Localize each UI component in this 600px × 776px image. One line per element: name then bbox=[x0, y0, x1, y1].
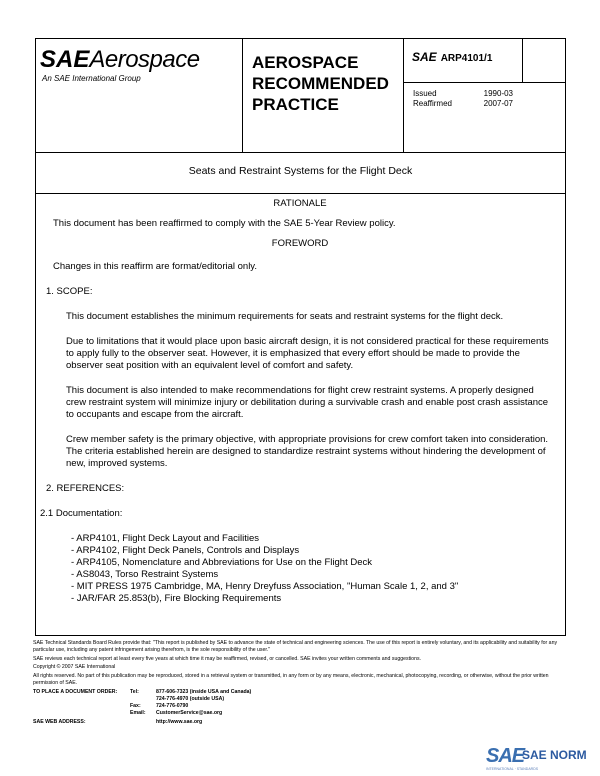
scope-heading: 1. SCOPE: bbox=[46, 286, 93, 297]
foreword-heading: FOREWORD bbox=[271, 238, 329, 249]
copyright-text: Copyright © 2007 SAE International bbox=[33, 664, 116, 670]
header-column-divider bbox=[522, 38, 523, 82]
tel2-value: 724-776-4970 (outside USA) bbox=[156, 695, 225, 702]
rationale-text: This document has been reaffirmed to comply with the SAE 5-Year Review policy. bbox=[53, 218, 396, 229]
title-divider bbox=[35, 193, 566, 194]
scope-paragraph: This document establishes the minimum requirements for seats and restraint systems for the flight deck. bbox=[66, 311, 504, 322]
reference-item: - ARP4101, Flight Deck Layout and Facilities bbox=[71, 533, 259, 544]
reference-item: - JAR/FAR 25.853(b), Fire Blocking Requirements bbox=[71, 593, 282, 604]
email-label: Email: bbox=[130, 709, 146, 716]
tel-value: 877-606-7323 (inside USA and Canada) bbox=[156, 688, 252, 695]
email-link[interactable]: CustomerService@sae.org bbox=[156, 709, 223, 716]
document-type bbox=[252, 52, 389, 115]
header-column-divider bbox=[403, 38, 404, 152]
references-heading: 2. REFERENCES: bbox=[46, 483, 125, 494]
doc-number-sae: SAE bbox=[412, 50, 437, 64]
header-cell-divider bbox=[403, 82, 566, 83]
fax-label: Fax: bbox=[130, 702, 141, 709]
reference-item: - AS8043, Torso Restraint Systems bbox=[71, 569, 219, 580]
reference-list bbox=[71, 533, 560, 605]
documentation-heading: 2.1 Documentation: bbox=[40, 508, 123, 519]
rationale-heading: RATIONALE bbox=[273, 198, 327, 209]
issued-value: 1990-03 bbox=[483, 89, 513, 98]
fax-value: 724-776-0790 bbox=[156, 702, 189, 709]
reaffirmed-value: 2007-07 bbox=[483, 99, 513, 108]
issued-label: Issued bbox=[413, 89, 437, 98]
logo-aerospace: Aerospace bbox=[89, 46, 200, 73]
web-link[interactable]: http://www.sae.org bbox=[156, 718, 203, 725]
sae-aerospace-logo bbox=[40, 47, 200, 83]
web-label: SAE WEB ADDRESS: bbox=[33, 718, 86, 725]
reference-item: - ARP4105, Nomenclature and Abbreviations for Use on the Flight Deck bbox=[71, 557, 372, 568]
doc-number-value: ARP4101/1 bbox=[440, 53, 493, 64]
doc-type-line: RECOMMENDED bbox=[252, 74, 389, 93]
reference-item: - MIT PRESS 1975 Cambridge, MA, Henry Dreyfuss Association, "Human Scale 1, 2, and 3" bbox=[71, 581, 459, 592]
sae-norm-watermark bbox=[486, 745, 596, 769]
scope-paragraph: Crew member safety is the primary objective, with appropriate provisions for crew comfort taken into consideration. The criteria established herein are designed to standardize restraint systems without hindering the development of new, improved systems. bbox=[66, 434, 549, 469]
document-body bbox=[40, 198, 560, 605]
document-dates bbox=[413, 89, 513, 109]
tel-label: Tel: bbox=[130, 688, 139, 695]
watermark-tagline: INTERNATIONAL · STANDARDS bbox=[486, 767, 539, 771]
foreword-text: Changes in this reaffirm are format/editorial only. bbox=[53, 261, 257, 272]
reaffirmed-label: Reaffirmed bbox=[413, 99, 452, 108]
watermark-sae-logo: SAE bbox=[486, 745, 525, 767]
scope-paragraph: Due to limitations that it would place upon basic aircraft design, it is not considered practical for these requirements to apply fully to the observer seat. However, it is emphasized that every effort should be made to provide the observer seat position with an equivalent level of comfort and safety. bbox=[66, 336, 549, 371]
document-number bbox=[412, 50, 492, 64]
header-column-divider bbox=[242, 38, 243, 152]
header-divider bbox=[35, 152, 566, 153]
doc-type-line: PRACTICE bbox=[252, 95, 339, 114]
reference-item: - ARP4102, Flight Deck Panels, Controls and Displays bbox=[71, 545, 300, 556]
watermark-text: SAE NORM bbox=[522, 748, 587, 762]
review-text: SAE reviews each technical report at least every five years at which time it may be reaffirmed, revised, or cancelled. SAE invites your written comments and suggestions. bbox=[33, 655, 421, 662]
logo-subtitle: An SAE International Group bbox=[42, 74, 141, 83]
legal-footer bbox=[33, 640, 568, 726]
doc-type-line: AEROSPACE bbox=[252, 53, 359, 72]
policy-text: SAE Technical Standards Board Rules provide that: "This report is published by SAE to advance the state of technical and engineering sciences. The use of this report is entirely voluntary, and its applicability and suitability for any particular use, including any patent infringement arising therefrom, is the sole responsibility of the user." bbox=[33, 640, 558, 653]
rights-text: All rights reserved. No part of this publication may be reproduced, stored in a retrieval system or transmitted, in any form or by any means, electronic, mechanical, photocopying, recording, or otherwise, without the prior written permission of SAE. bbox=[33, 672, 549, 686]
scope-paragraph: This document is also intended to make recommendations for flight crew restraint systems. A properly designed crew restraint system will minimize injury or debilitation during a survivable crash and enable post crash assistance to occupants and escape from the aircraft. bbox=[66, 385, 549, 420]
logo-sae: SAE bbox=[40, 46, 90, 73]
order-label: TO PLACE A DOCUMENT ORDER: bbox=[33, 688, 118, 695]
contact-info bbox=[33, 689, 568, 726]
document-title: Seats and Restraint Systems for the Flight Deck bbox=[188, 165, 413, 177]
